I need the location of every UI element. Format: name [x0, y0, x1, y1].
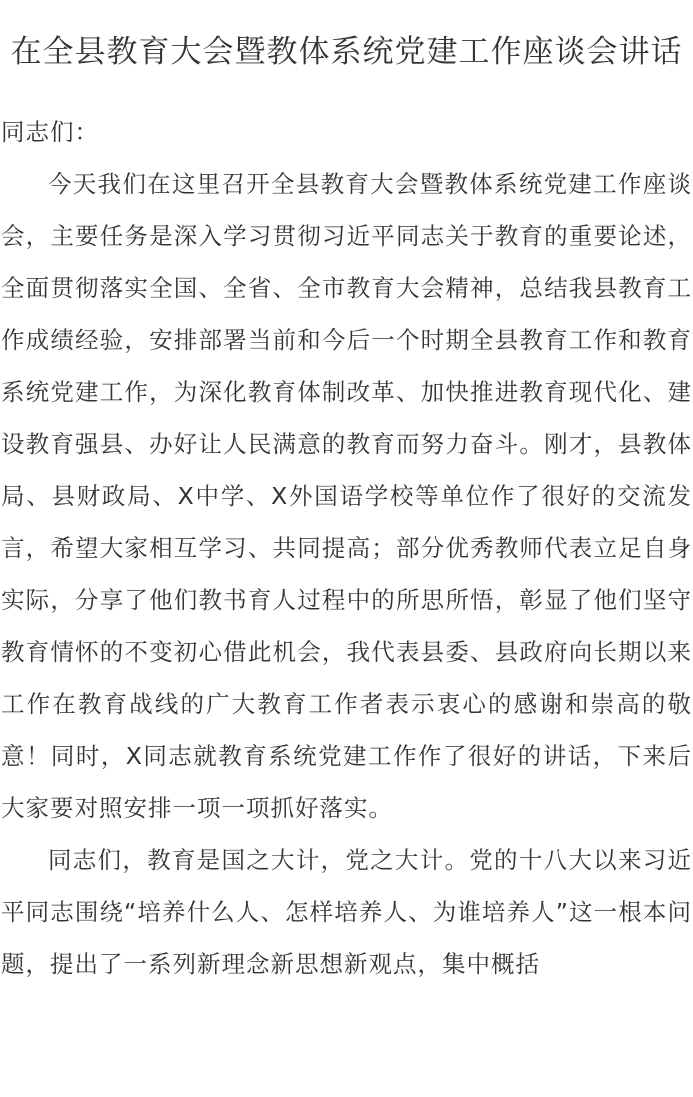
paragraph-2: 同志们，教育是国之大计，党之大计。党的十八大以来习近平同志围绕“培养什么人、怎样培养人、为谁培养人”这一根本问题，提出了一系列新理念新思想新观点，集中概括 — [1, 846, 692, 978]
paragraph-1: 今天我们在这里召开全县教育大会暨教体系统党建工作座谈会，主要任务是深入学习贯彻习近平同志关于教育的重要论述，全面贯彻落实全国、全省、全市教育大会精神，总结我县教育工作成绩经验，安排部署当前和今后一个时期全县教育工作和教育系统党建工作，为深化教育体制改革、加快推进教育现代化、建设教育强县、办好让人民满意的教育而努力奋斗。刚才，县教体局、县财政局、X中学、X外国语学校等单位作了很好的交流发言，希望大家相互学习、共同提高；部分优秀教师代表立足自身实际，分享了他们教书育人过程中的所思所悟，彰显了他们坚守教育情怀的不变初心借此机会，我代表县委、县政府向长期以来工作在教育战线的广大教育工作者表示衷心的感谢和崇高的敬意！同时，X同志就教育系统党建工作作了很好的讲话，下来后大家要对照安排一项一项抓好落实。 — [1, 170, 692, 822]
document-body — [1, 106, 692, 990]
document-title: 在全县教育大会暨教体系统党建工作座谈会讲话 — [10, 34, 683, 70]
salutation: 同志们： — [1, 118, 99, 146]
